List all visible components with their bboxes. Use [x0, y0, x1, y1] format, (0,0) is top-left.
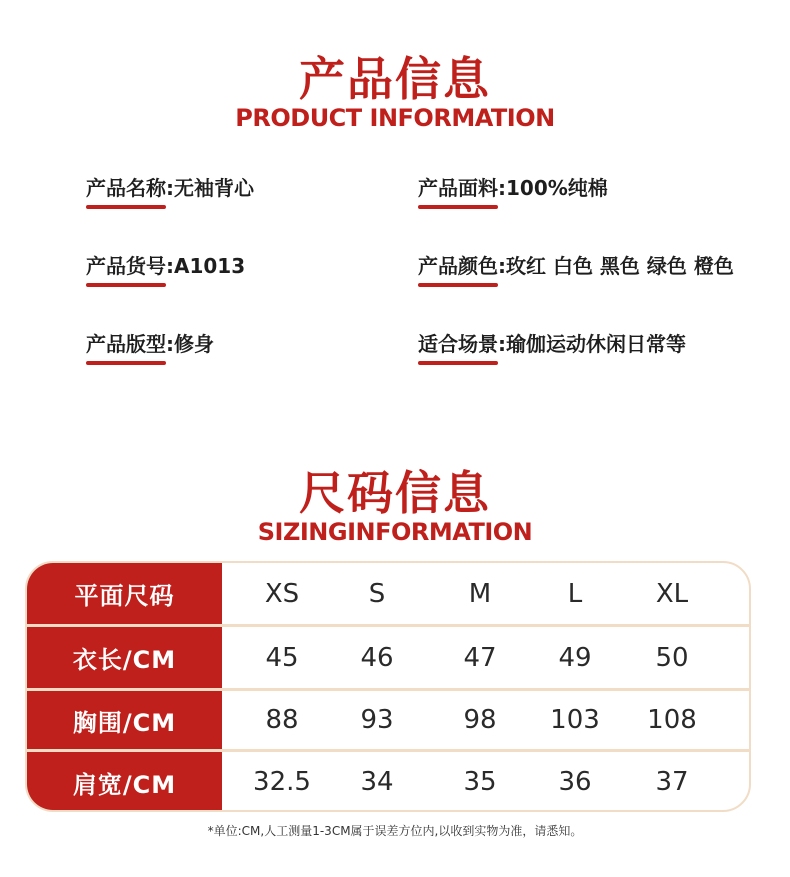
- table-cell: 98: [463, 705, 497, 735]
- table-cell: 93: [360, 705, 394, 735]
- table-cell: 36: [558, 767, 592, 797]
- size-s: S: [368, 578, 386, 609]
- sizing-info-header: [0, 466, 790, 546]
- table-cell: 34: [360, 767, 394, 797]
- row-label: 衣长/CM: [27, 627, 222, 688]
- sizing-info-subtitle: SIZINGINFORMATION: [257, 518, 533, 546]
- row-label: 肩宽/CM: [27, 752, 222, 812]
- sizing-info-title: 尺码信息: [299, 466, 491, 520]
- table-cell: 45: [265, 642, 299, 673]
- table-cell: 103: [550, 705, 600, 735]
- info-key: 产品面料: [418, 176, 498, 200]
- table-row: [27, 627, 749, 688]
- info-item-code: 产品货号 : A1013: [86, 254, 245, 278]
- row-label: 胸围/CM: [27, 691, 222, 749]
- info-item-fabric: 产品面料 : 100%纯棉: [418, 176, 608, 200]
- size-l: L: [567, 578, 583, 609]
- info-value: A1013: [174, 254, 246, 278]
- table-row: [27, 752, 749, 812]
- size-xl: XL: [655, 578, 689, 609]
- table-cell: 37: [655, 767, 689, 797]
- table-cell: 49: [558, 642, 592, 673]
- info-key: 产品版型: [86, 332, 166, 356]
- info-value: 瑜伽运动休闲日常等: [506, 332, 686, 356]
- info-value: 玫红 白色 黑色 绿色 橙色: [506, 254, 734, 278]
- table-cell: 35: [463, 767, 497, 797]
- info-key: 产品货号: [86, 254, 166, 278]
- size-header-row: [27, 563, 749, 624]
- size-xs: XS: [264, 578, 300, 609]
- row-label: 平面尺码: [27, 563, 222, 624]
- info-item-name: 产品名称 : 无袖背心: [86, 176, 254, 200]
- info-key: 产品颜色: [418, 254, 498, 278]
- info-item-scene: 适合场景 : 瑜伽运动休闲日常等: [418, 332, 686, 356]
- product-info-header: [0, 52, 790, 132]
- info-item-fit: 产品版型 : 修身: [86, 332, 214, 356]
- info-key: 产品名称: [86, 176, 166, 200]
- info-item-colors: 产品颜色 : 玫红 白色 黑色 绿色 橙色: [418, 254, 758, 278]
- info-value: 无袖背心: [174, 176, 254, 200]
- info-key: 适合场景: [418, 332, 498, 356]
- table-cell: 88: [265, 705, 299, 735]
- measurement-note: *单位:CM,人工测量1-3CM属于误差方位内,以收到实物为准，请悉知。: [207, 824, 583, 838]
- table-cell: 50: [655, 642, 689, 673]
- info-value: 100%纯棉: [506, 176, 608, 200]
- size-table: [25, 561, 751, 812]
- size-m: M: [468, 578, 492, 609]
- table-cell: 32.5: [253, 767, 311, 797]
- table-row: [27, 691, 749, 749]
- product-info-title: 产品信息: [299, 52, 491, 106]
- table-cell: 108: [647, 705, 697, 735]
- table-cell: 46: [360, 642, 394, 673]
- table-cell: 47: [463, 642, 497, 673]
- product-info-subtitle: PRODUCT INFORMATION: [235, 104, 555, 132]
- info-value: 修身: [174, 332, 214, 356]
